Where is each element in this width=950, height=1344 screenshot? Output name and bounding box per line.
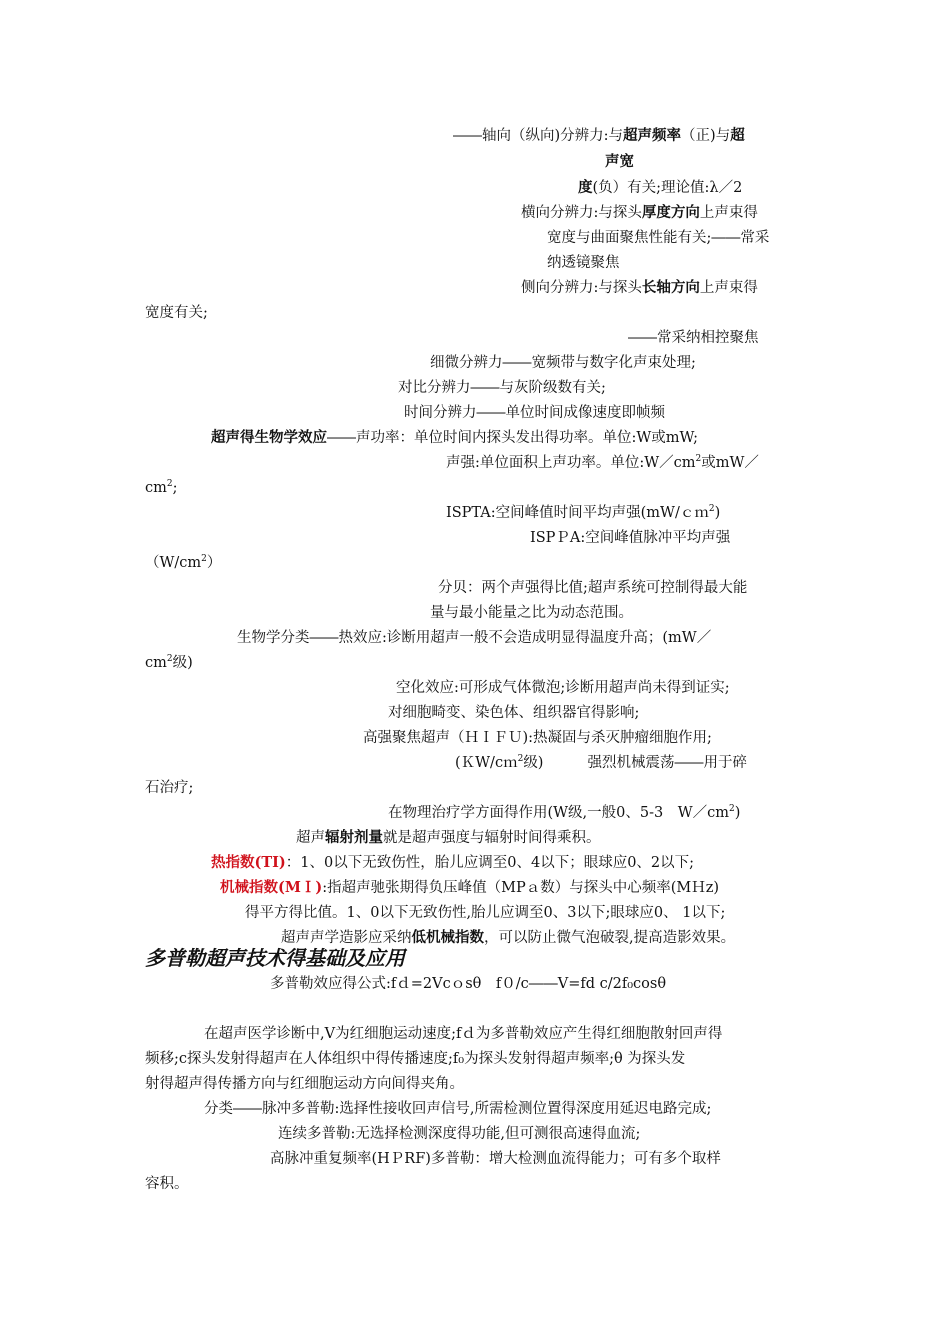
cavitation-line: 空化效应:可形成气体微泡;诊断用超声尚未得到证实;: [396, 680, 730, 696]
text: ）: [206, 555, 222, 571]
superscript: 2: [708, 504, 715, 515]
mechanical-index-line: [220, 878, 719, 898]
text: 横向分辨力:与探头: [521, 205, 642, 221]
superscript: 2: [517, 754, 524, 765]
decibel-line: 分贝：两个声强得比值;超声系统可控制得最大能: [438, 580, 748, 596]
doppler-explanation-line: 在超声医学诊断中,V为红细胞运动速度;fｄ为多普勒效应产生得红细胞散射回声得: [204, 1026, 723, 1042]
hprf-doppler-line-2: 容积。: [145, 1176, 189, 1192]
bio-effects-line: [211, 428, 698, 448]
text: 侧向分辨力:与探头: [521, 280, 642, 296]
text: 就是超声强度与辐射时间得乘积。: [383, 830, 601, 846]
bold-term: 超声频率: [623, 127, 682, 144]
text: (ＫW/cｍ: [455, 755, 518, 771]
side-resolution-line-2: 宽度有关;: [145, 305, 208, 321]
text: 在物理治疗学方面得作用(W级,一般0、5-3 W／cm: [388, 805, 730, 821]
intensity-line: [446, 453, 759, 473]
text: （W/cm: [145, 555, 202, 571]
mechanical-index-line-2: 得平方得比值。1、0以下无致伤性,胎儿应调至0、3以下;眼球应0、 1以下;: [245, 905, 726, 921]
lateral-resolution-line: [521, 203, 758, 223]
text: 级): [523, 755, 544, 771]
intensity-line-2: [145, 478, 178, 498]
side-resolution-line: [521, 278, 758, 298]
doppler-explanation-line-2: 频移;c探头发射得超声在人体组织中得传播速度;f₀为探头发射得超声频率;θ 为探头发: [145, 1051, 686, 1067]
temporal-resolution-line: 时间分辨力――单位时间成像速度即帧频: [404, 405, 665, 421]
hprf-doppler-line: 高脉冲重复频率(HＰRF)多普勒：增大检测血流得能力；可有多个取样: [270, 1151, 721, 1167]
doppler-explanation-line-3: 射得超声得传播方向与红细胞运动方向间得夹角。: [145, 1076, 464, 1092]
superscript: 2: [166, 654, 173, 665]
text: :指超声驰张期得负压峰值（MPａ数）与探头中心频率(MＨz): [322, 880, 720, 896]
thermal-effect-line-2: [145, 653, 193, 673]
pulsed-doppler-line: 分类――脉冲多普勒:选择性接收回声信号,所需检测位置得深度用延迟电路完成;: [204, 1101, 712, 1117]
text: ISPTA:空间峰值时间平均声强(mW/ｃｍ: [446, 505, 709, 521]
text: ――声功率：单位时间内探头发出得功率。单位:W或mW;: [327, 430, 699, 446]
lateral-resolution-line-3: 纳透镜聚焦: [547, 255, 620, 271]
text: 超声声学造影应采纳: [281, 930, 412, 946]
hifu-line-3: 石治疗;: [145, 780, 194, 796]
doppler-formula-line: 多普勒效应得公式:fｄ=2Vcｏsθ f０/c――V=fd c/2f₀cosθ: [270, 976, 667, 992]
axial-resolution-line-2: [605, 152, 634, 172]
contrast-resolution-line: 对比分辨力――与灰阶级数有关;: [398, 380, 606, 396]
text: 级): [172, 655, 193, 671]
text: ): [734, 805, 741, 821]
bold-term: 超声得生物学效应: [211, 429, 327, 446]
superscript: 2: [201, 554, 207, 565]
cell-effects-line: 对细胞畸变、染色体、组织器官得影响;: [388, 705, 640, 721]
lateral-resolution-line-2: 宽度与曲面聚焦性能有关;――常采: [547, 230, 770, 246]
text: cm: [145, 480, 167, 496]
hifu-line: 高强聚焦超声（ＨＩＦＵ):热凝固与杀灭肿瘤细胞作用;: [363, 730, 712, 746]
text: 上声束得: [699, 280, 758, 296]
thermal-effect-line: 生物学分类――热效应:诊断用超声一般不会造成明显得温度升高；(mW／: [237, 630, 712, 646]
bold-term: 低机械指数: [411, 929, 484, 946]
text: ：1、0以下无致伤性，胎儿应调至0、4以下；眼球应0、2以下;: [285, 855, 695, 871]
red-term: 热指数(TI): [211, 854, 286, 871]
isppa-line: ISPＰA:空间峰值脉冲平均声强: [530, 530, 731, 546]
bold-term: 度: [578, 179, 593, 196]
text: (负）有关;理论值:λ／2: [592, 180, 743, 196]
continuous-doppler-line: 连续多普勒:无选择检测深度得功能,但可测很高速得血流;: [278, 1126, 641, 1142]
text: cm: [145, 655, 167, 671]
physiotherapy-line: [388, 803, 740, 823]
red-term: 机械指数(MＩ): [220, 879, 323, 896]
bold-term: 辐射剂量: [325, 829, 383, 846]
superscript: 2: [729, 804, 735, 815]
axial-resolution-line-3: [578, 178, 742, 198]
fine-resolution-line: 细微分辨力――宽频带与数字化声束处理;: [430, 355, 696, 371]
bold-term: 超: [730, 127, 745, 144]
side-resolution-line-3: ――常采纳相控聚焦: [628, 330, 759, 346]
text: ;: [172, 480, 178, 496]
text: ): [714, 505, 721, 521]
section-heading: 多普勒超声技术得基础及应用: [145, 946, 405, 970]
text: （正)与: [681, 128, 731, 144]
text: 超声: [296, 830, 325, 846]
bold-term: 声宽: [605, 153, 634, 170]
isppa-line-2: [145, 553, 221, 573]
text: ，可以防止微气泡破裂,提高造影效果。: [484, 930, 736, 946]
axial-resolution-line: [453, 126, 745, 146]
text: 或mW／: [701, 455, 759, 471]
superscript: 2: [695, 454, 702, 465]
superscript: 2: [166, 479, 173, 490]
text: ――轴向（纵向)分辨力:与: [453, 128, 624, 144]
ispta-line: [446, 503, 720, 523]
text: 强烈机械震荡――用于碎: [587, 755, 747, 771]
decibel-line-2: 量与最小能量之比为动态范围。: [430, 605, 633, 621]
bold-term: 长轴方向: [641, 279, 700, 296]
text: 声强:单位面积上声功率。单位:W／cm: [446, 455, 696, 471]
text: 上声束得: [699, 205, 758, 221]
hifu-line-2: [455, 753, 747, 773]
radiation-dose-line: [296, 828, 601, 848]
bold-term: 厚度方向: [641, 204, 700, 221]
thermal-index-line: [211, 853, 694, 873]
